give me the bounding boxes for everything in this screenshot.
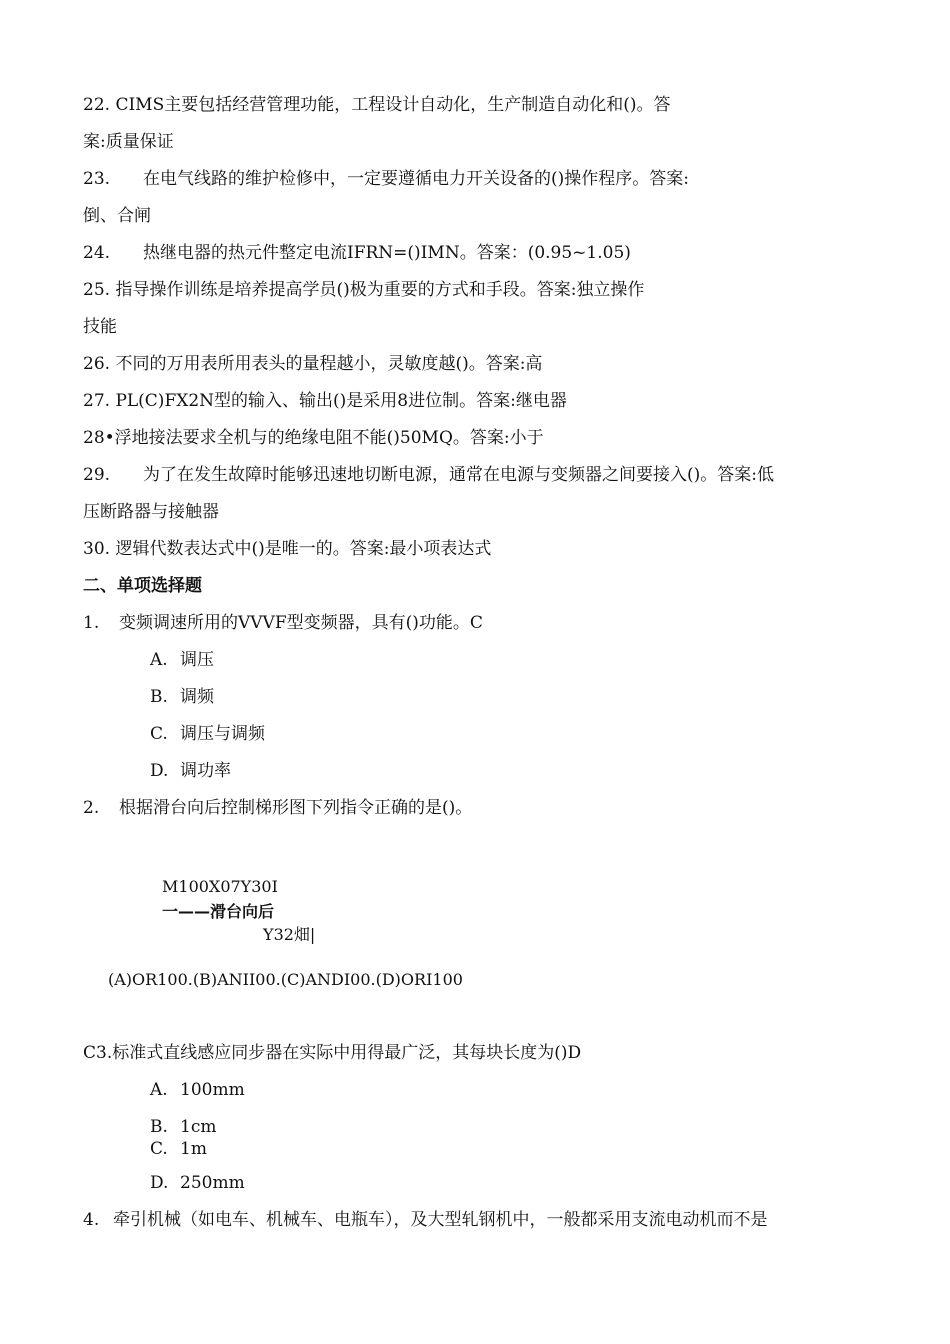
option-label: D.: [150, 1173, 169, 1193]
q27-line: 27. PL(C)FX2N型的输入、输出()是采用8进位制。答案:继电器: [83, 391, 567, 411]
mc4-question-line: [83, 1209, 768, 1231]
mc3-option-b: [150, 1116, 216, 1138]
mc3-question: C3.标准式直线感应同步器在实际中用得最广泛，其每块长度为()D: [83, 1043, 582, 1063]
q28-line: 28•浮地接法要求全机与的绝缘电阻不能()50MQ。答案:小于: [83, 428, 544, 448]
section-title: 二、单项选择题: [83, 576, 202, 596]
q24-number: 24.: [83, 243, 111, 263]
q24-line: [83, 242, 631, 264]
q23-number: 23.: [83, 169, 111, 189]
mc3-option-c: [150, 1138, 207, 1160]
option-text: 调压与调频: [180, 724, 265, 744]
q29-text: 为了在发生故障时能够迅速地切断电源，通常在电源与变频器之间要接入()。答案:低: [143, 465, 774, 485]
q22-line1: 22. CIMS主要包括经营管理功能，工程设计自动化，生产制造自动化和()。答: [83, 95, 671, 115]
q23-line2: 倒、合闸: [83, 206, 151, 226]
mc1-number: 1.: [83, 613, 100, 633]
q23-text: 在电气线路的维护检修中，一定要遵循电力开关设备的()操作程序。答案:: [143, 169, 689, 189]
q23-line1: [83, 168, 689, 190]
option-label: C.: [150, 1139, 168, 1159]
ladder-figure-line2: 一——滑台向后: [162, 902, 275, 921]
mc1-option-c: [150, 723, 265, 745]
option-text: 调功率: [180, 761, 231, 781]
q30-line: 30. 逻辑代数表达式中()是唯一的。答案:最小项表达式: [83, 539, 492, 559]
q29-line2: 压断路器与接触器: [83, 502, 219, 522]
mc1-option-d: [150, 760, 231, 782]
mc4-question: 牵引机械（如电车、机械车、电瓶车），及大型轧钢机中，一般都采用支流电动机而不是: [113, 1210, 768, 1230]
q25-line2: 技能: [83, 317, 117, 337]
mc3-option-a: [150, 1079, 245, 1101]
option-text: 1m: [180, 1139, 207, 1159]
mc2-choices: (A)OR100.(B)ANII00.(C)ANDI00.(D)ORI100: [108, 970, 463, 989]
mc3-option-d: [150, 1172, 245, 1194]
mc1-option-b: [150, 686, 214, 708]
mc2-question-line: [83, 797, 472, 819]
option-label: B.: [150, 1117, 168, 1137]
ladder-figure-line1: M100X07Y30I: [162, 877, 278, 896]
option-label: A.: [150, 1080, 168, 1100]
mc1-question: 变频调速所用的VVVF型变频器，具有()功能。C: [119, 613, 483, 633]
q29-number: 29.: [83, 465, 111, 485]
option-label: B.: [150, 687, 168, 707]
mc4-number: 4.: [83, 1210, 100, 1230]
q25-line1: 25. 指导操作训练是培养提高学员()极为重要的方式和手段。答案:独立操作: [83, 280, 645, 300]
q26-line: 26. 不同的万用表所用表头的量程越小，灵敏度越()。答案:高: [83, 354, 543, 374]
option-text: 1cm: [180, 1117, 217, 1137]
mc1-question-line: [83, 612, 483, 634]
ladder-figure-line3: Y32畑|: [263, 925, 316, 944]
mc2-number: 2.: [83, 798, 100, 818]
option-text: 调频: [180, 687, 214, 707]
q22-line2: 案:质量保证: [83, 132, 174, 152]
q29-line1: [83, 464, 774, 486]
mc2-question: 根据滑台向后控制梯形图下列指令正确的是()。: [119, 798, 473, 818]
q24-text: 热继电器的热元件整定电流IFRN=()IMN。答案：(0.95~1.05): [143, 243, 631, 263]
option-label: C.: [150, 724, 168, 744]
option-label: A.: [150, 650, 168, 670]
option-text: 100mm: [180, 1080, 245, 1100]
option-text: 250mm: [180, 1173, 245, 1193]
mc1-option-a: [150, 649, 214, 671]
option-text: 调压: [180, 650, 214, 670]
option-label: D.: [150, 761, 169, 781]
